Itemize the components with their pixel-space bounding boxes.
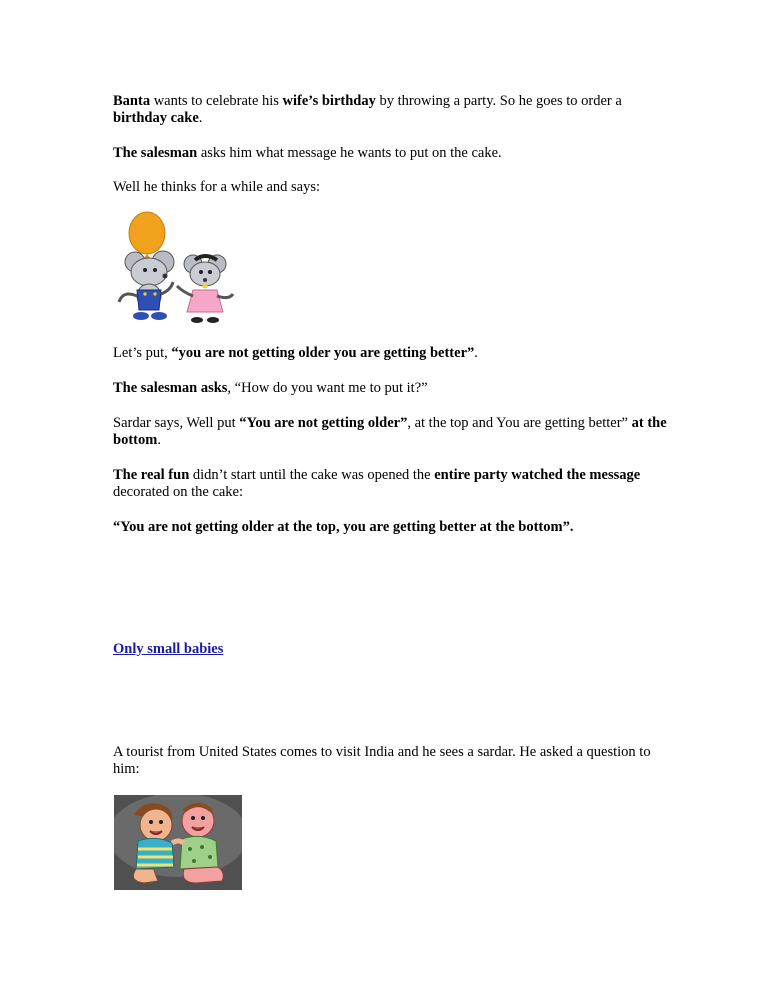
paragraph bbox=[113, 467, 673, 501]
text: Sardar says, Well put bbox=[113, 415, 240, 431]
paragraph bbox=[113, 415, 673, 449]
text: by throwing a party. So he goes to order a bbox=[375, 93, 622, 109]
bold-text: at the bottom bbox=[113, 415, 667, 448]
text: , “How do you want me to put it?” bbox=[227, 380, 428, 396]
bold-text: “You are not getting older” bbox=[239, 415, 408, 431]
text: . bbox=[198, 110, 203, 126]
paragraph bbox=[113, 519, 673, 536]
text: . bbox=[474, 345, 478, 361]
bold-text: The salesman bbox=[113, 145, 198, 161]
bold-text: entire party watched the message bbox=[434, 467, 641, 483]
text: , at the top and You are getting better” bbox=[407, 415, 632, 431]
paragraph bbox=[113, 145, 673, 162]
bold-text: “You are not getting older at the top, you are getting better at the bottom”. bbox=[113, 519, 574, 535]
text: wants to celebrate his bbox=[150, 93, 283, 109]
bold-text: The real fun bbox=[113, 467, 190, 483]
paragraph bbox=[113, 744, 673, 778]
bold-text: Banta bbox=[113, 93, 151, 109]
text: asks him what message he wants to put on the cake. bbox=[197, 145, 502, 161]
text: decorated on the cake: bbox=[113, 484, 244, 500]
paragraph bbox=[113, 345, 673, 362]
section-title-link[interactable]: Only small babies bbox=[113, 641, 224, 657]
section-heading bbox=[113, 641, 673, 658]
bold-text: wife’s birthday bbox=[282, 93, 376, 109]
text: Let’s put, bbox=[113, 345, 172, 361]
paragraph bbox=[113, 380, 673, 397]
text: A tourist from United States comes to visit India and he sees a sardar. He asked a question to him: bbox=[113, 744, 651, 777]
paragraph bbox=[113, 93, 673, 127]
bold-text: “you are not getting older you are getting better” bbox=[171, 345, 475, 361]
bold-text: The salesman asks bbox=[113, 380, 228, 396]
text: . bbox=[157, 432, 161, 448]
mice-balloon-illustration-icon bbox=[113, 210, 241, 328]
text: Well he thinks for a while and says: bbox=[113, 179, 321, 195]
paragraph bbox=[113, 179, 673, 196]
two-kids-illustration-icon bbox=[114, 795, 242, 890]
bold-text: birthday cake bbox=[113, 110, 199, 126]
text: didn’t start until the cake was opened the bbox=[189, 467, 435, 483]
